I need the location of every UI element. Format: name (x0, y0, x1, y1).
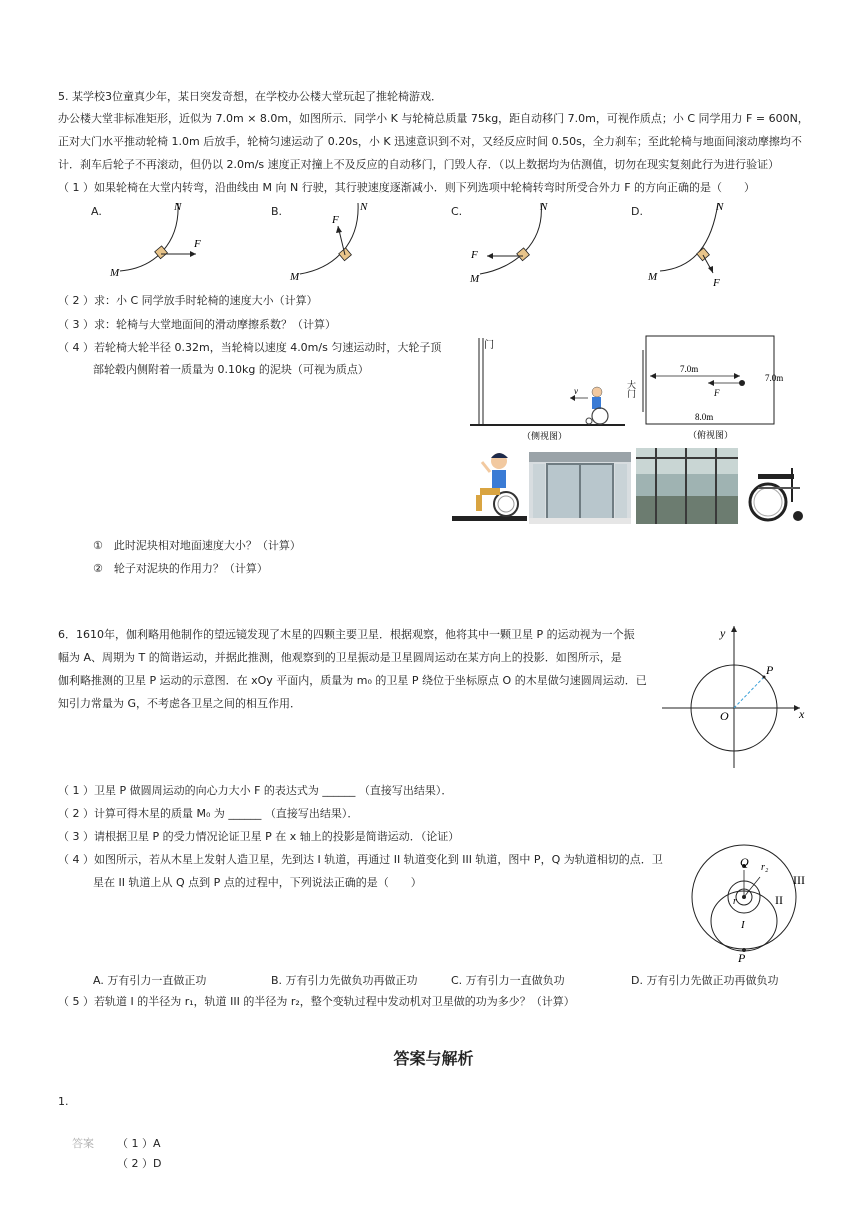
q5-option-d-label: D. (631, 205, 643, 218)
svg-text:x: x (799, 707, 805, 721)
q6-option-b: B. 万有引力先做负功再做正功 (271, 974, 418, 987)
q5-sub1: （ 1 ）如果轮椅在大堂内转弯，沿曲线由 M 向 N 行驶，其行驶速度逐渐减小．则下列选项中轮椅转弯时所受合外力 F 的方向正确的是（ ） (58, 181, 756, 194)
svg-text:N: N (360, 201, 368, 213)
answer-1: （ 1 ）A (117, 1137, 161, 1150)
q5-line-2: 办公楼大堂非标准矩形，近似为 7.0m × 8.0m，如图所示．同学小 K 与轮椅总质量 75kg，距自动移门 7.0m，可视作质点；小 C 同学用力 F = 600N， (58, 112, 809, 125)
svg-text:r: r (733, 896, 737, 907)
q6-sub4-line-2: 星在 II 轨道上从 Q 点到 P 点的过程中，下列说法正确的是（ ） (93, 876, 422, 889)
side-view-caption: （侧视图） (522, 431, 568, 441)
q5-sub4-q2: ② 轮子对泥块的作用力？（计算） (93, 562, 268, 575)
q5-line-1: 5. 某学校3位童真少年，某日突发奇想，在学校办公楼大堂玩起了推轮椅游戏． (58, 90, 442, 103)
q5-line-3: 正对大门水平推动轮椅 1.0m 后放手，轮椅匀速运动了 0.20s，小 K 迅速意识到不对，又经反应时间 0.50s，全力刹车；至此轮椅与地面间滚动摩擦均不 (58, 135, 802, 148)
svg-text:r₂: r₂ (761, 862, 769, 873)
automatic-door-photo-2 (636, 448, 738, 524)
door-label: 门 (484, 340, 494, 351)
wheelchair-boy-illustration (452, 448, 527, 524)
q6-sub1: （ 1 ）卫星 P 做圆周运动的向心力大小 F 的表达式为 ______ （直接写出结果）． (58, 784, 453, 797)
q5-option-a-label: A. (91, 205, 102, 218)
q6-sub3: （ 3 ）请根据卫星 P 的受力情况论证卫星 P 在 x 轴上的投影是简谐运动．（论证） (58, 830, 460, 843)
q5-option-b-label: B. (271, 205, 283, 218)
q6-option-d: D. 万有引力先做正功再做负功 (631, 974, 779, 987)
q6-line-2: 幅为 A、周期为 T 的简谐运动，并据此推测，他观察到的卫星振动是卫星圆周运动在某方向上的投影．如图所示，是 (58, 651, 622, 664)
side-view-diagram (470, 336, 630, 444)
top-view-diagram (628, 330, 798, 444)
q6-option-a: A. 万有引力一直做正功 (93, 974, 207, 987)
top-view-caption: （俯视图） (688, 430, 734, 440)
answers-heading: 答案与解析 (393, 1049, 474, 1068)
svg-text:N: N (716, 201, 724, 213)
q6-sub4-line-1: （ 4 ）如图所示，若从木星上发射人造卫星，先到达 I 轨道，再通过 II 轨道变化到 III 轨道，图中 P，Q 为轨道相切的点．卫 (58, 853, 663, 866)
label-n: N (174, 201, 182, 213)
svg-text:v: v (574, 386, 578, 396)
q6-line-3: 伽利略推测的卫星 P 运动的示意图．在 xOy 平面内，质量为 m₀ 的卫星 P 绕位于坐标原点 O 的木星做匀速圆周运动．已 (58, 674, 647, 687)
svg-text:III: III (793, 873, 805, 887)
svg-text:7.0m: 7.0m (680, 364, 699, 374)
q5-sub4-q1: ① 此时泥块相对地面速度大小？（计算） (93, 539, 301, 552)
option-a-diagram (100, 198, 230, 288)
answer-label: 答案 (72, 1137, 94, 1150)
svg-text:Q: Q (740, 855, 749, 869)
q5-sub3: （ 3 ）求：轮椅与大堂地面间的滑动摩擦系数？（计算） (58, 318, 336, 331)
wheelchair-photo (740, 460, 810, 524)
option-c-diagram (465, 198, 595, 288)
q6-line-1: 6．1610年，伽利略用他制作的望远镜发现了木星的四颗主要卫星．根据观察，他将其中一颗卫星 P 的运动视为一个振 (58, 628, 635, 641)
q6-sub2: （ 2 ）计算可得木星的质量 M₀ 为 ______ （直接写出结果）． (58, 807, 359, 820)
svg-text:F: F (714, 388, 720, 398)
answer-2: （ 2 ）D (117, 1157, 162, 1170)
automatic-door-photo-1 (529, 452, 631, 524)
q5-sub4-line-1: （ 4 ）若轮椅大轮半径 0.32m，当轮椅以速度 4.0m/s 匀速运动时，大轮子顶 (58, 341, 442, 354)
option-d-diagram (640, 198, 770, 293)
q5-sub4-line-2: 部轮毂内侧附着一质量为 0.10kg 的泥块（可视为质点） (93, 363, 369, 376)
q5-line-4: 计．刹车后轮子不再滚动，但仍以 2.0m/s 速度正对撞上不及反应的自动移门，门毁人存．（以上数据均为估测值，切勿在现实复刻此行为进行验证） (58, 158, 780, 171)
svg-text:y: y (720, 626, 726, 640)
q6-option-c: C. 万有引力一直做负功 (451, 974, 565, 987)
svg-text:M: M (290, 271, 300, 283)
q5-option-c-label: C. (451, 205, 463, 218)
svg-text:8.0m: 8.0m (695, 412, 714, 422)
answer-number: 1. (58, 1095, 69, 1108)
svg-text:N: N (540, 201, 548, 213)
svg-text:M: M (648, 271, 658, 283)
svg-text:P: P (738, 951, 746, 965)
svg-text:II: II (775, 893, 783, 907)
q6-line-4: 知引力常量为 G，不考虑各卫星之间的相互作用． (58, 697, 302, 710)
big-door-label: 大门 (626, 380, 636, 398)
q5-sub2: （ 2 ）求：小 C 同学放手时轮椅的速度大小（计算） (58, 294, 318, 307)
option-b-diagram (280, 198, 410, 288)
svg-text:I: I (741, 919, 745, 931)
svg-text:P: P (766, 663, 774, 677)
label-f: F (194, 238, 201, 250)
svg-text:7.0m: 7.0m (765, 373, 784, 383)
svg-text:M: M (470, 273, 480, 285)
svg-text:O: O (720, 709, 729, 723)
svg-text:F: F (332, 214, 339, 226)
svg-text:F: F (471, 249, 478, 261)
circular-orbit-diagram (660, 622, 810, 772)
label-m: M (110, 267, 120, 279)
svg-text:F: F (713, 277, 720, 289)
transfer-orbit-diagram (690, 842, 820, 964)
q6-sub5: （ 5 ）若轨道 I 的半径为 r₁，轨道 III 的半径为 r₂，整个变轨过程中发动机对卫星做的功为多少？（计算） (58, 995, 575, 1008)
